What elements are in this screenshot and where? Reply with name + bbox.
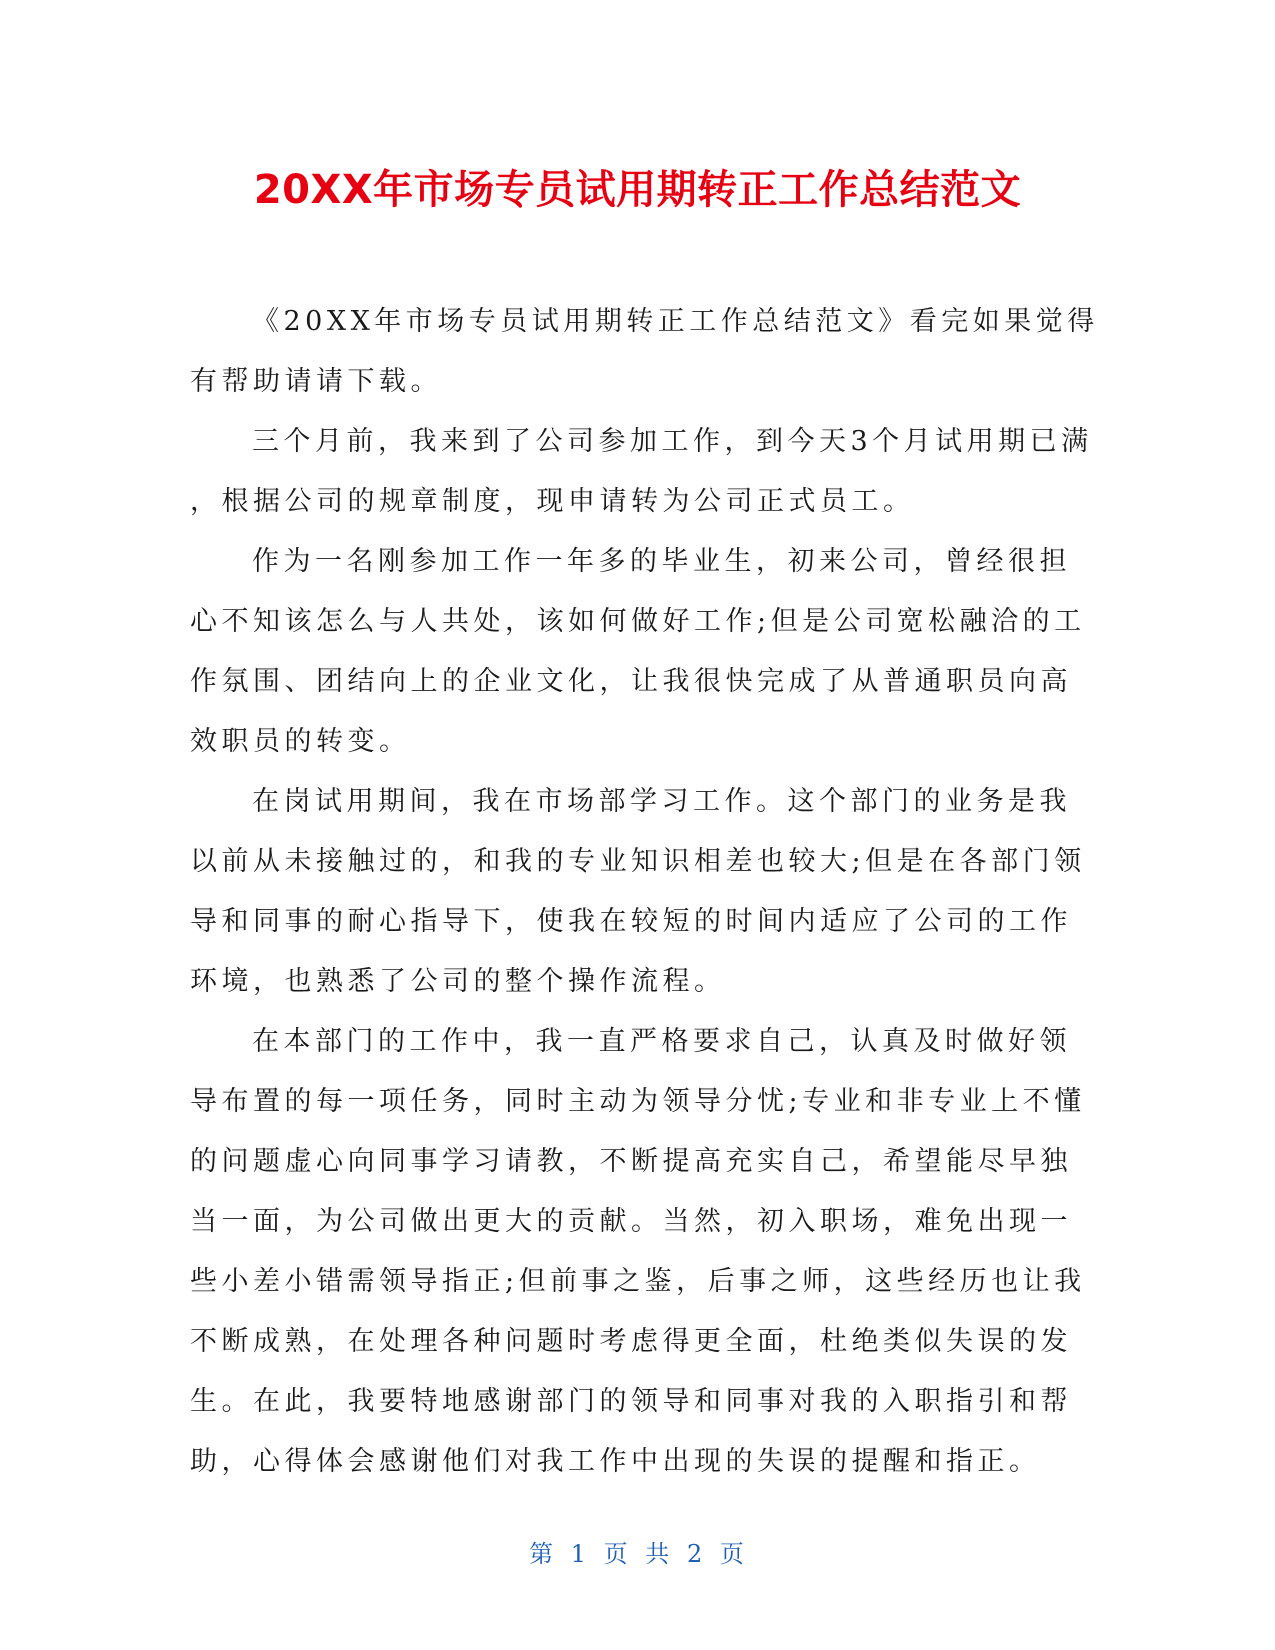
paragraph-intro — [190, 292, 1099, 412]
paragraph-line: 生。在此，我要特地感谢部门的领导和同事对我的入职指引和帮 — [190, 1386, 1072, 1417]
paragraph-line: 的问题虚心向同事学习请教，不断提高充实自己，希望能尽早独 — [190, 1146, 1072, 1177]
paragraph-line: 在本部门的工作中，我一直严格要求自己，认真及时做好领 — [252, 1026, 1071, 1057]
paragraph-work-attitude — [190, 1012, 1085, 1492]
paragraph-probation — [190, 772, 1085, 1012]
paragraph-line: 效职员的转变。 — [190, 726, 411, 757]
paragraph-line: 有帮助请请下载。 — [190, 366, 442, 397]
document-body — [190, 292, 1099, 1492]
paragraph-application — [190, 412, 1093, 532]
paragraph-line: 导和同事的耐心指导下，使我在较短的时间内适应了公司的工作 — [190, 906, 1072, 937]
paragraph-line: 作为一名刚参加工作一年多的毕业生，初来公司，曾经很担 — [252, 546, 1071, 577]
paragraph-line: 以前从未接触过的，和我的专业知识相差也较大;但是在各部门领 — [190, 846, 1086, 877]
paragraph-line: 环境，也熟悉了公司的整个操作流程。 — [190, 966, 726, 997]
paragraph-line: 在岗试用期间，我在市场部学习工作。这个部门的业务是我 — [252, 786, 1071, 817]
paragraph-adaptation — [190, 532, 1085, 772]
document-title: 20XX年市场专员试用期转正工作总结范文 — [253, 167, 1022, 213]
paragraph-line: 不断成熟，在处理各种问题时考虑得更全面，杜绝类似失误的发 — [190, 1326, 1072, 1357]
paragraph-line: 作氛围、团结向上的企业文化，让我很快完成了从普通职员向高 — [190, 666, 1072, 697]
paragraph-line: 助，心得体会感谢他们对我工作中出现的失误的提醒和指正。 — [190, 1446, 1041, 1477]
paragraph-line: 三个月前，我来到了公司参加工作，到今天3个月试用期已满 — [252, 426, 1093, 457]
page-footer: 第 1 页 共 2 页 — [529, 1540, 746, 1568]
paragraph-line: ，根据公司的规章制度，现申请转为公司正式员工。 — [190, 486, 915, 517]
paragraph-line: 当一面，为公司做出更大的贡献。当然，初入职场，难免出现一 — [190, 1206, 1072, 1237]
paragraph-line: 些小差小错需领导指正;但前事之鉴，后事之师，这些经历也让我 — [190, 1266, 1086, 1297]
paragraph-line: 《20XX年市场专员试用期转正工作总结范文》看完如果觉得 — [252, 306, 1099, 337]
paragraph-line: 心不知该怎么与人共处，该如何做好工作;但是公司宽松融洽的工 — [190, 606, 1086, 637]
paragraph-line: 导布置的每一项任务，同时主动为领导分忧;专业和非专业上不懂 — [190, 1086, 1086, 1117]
